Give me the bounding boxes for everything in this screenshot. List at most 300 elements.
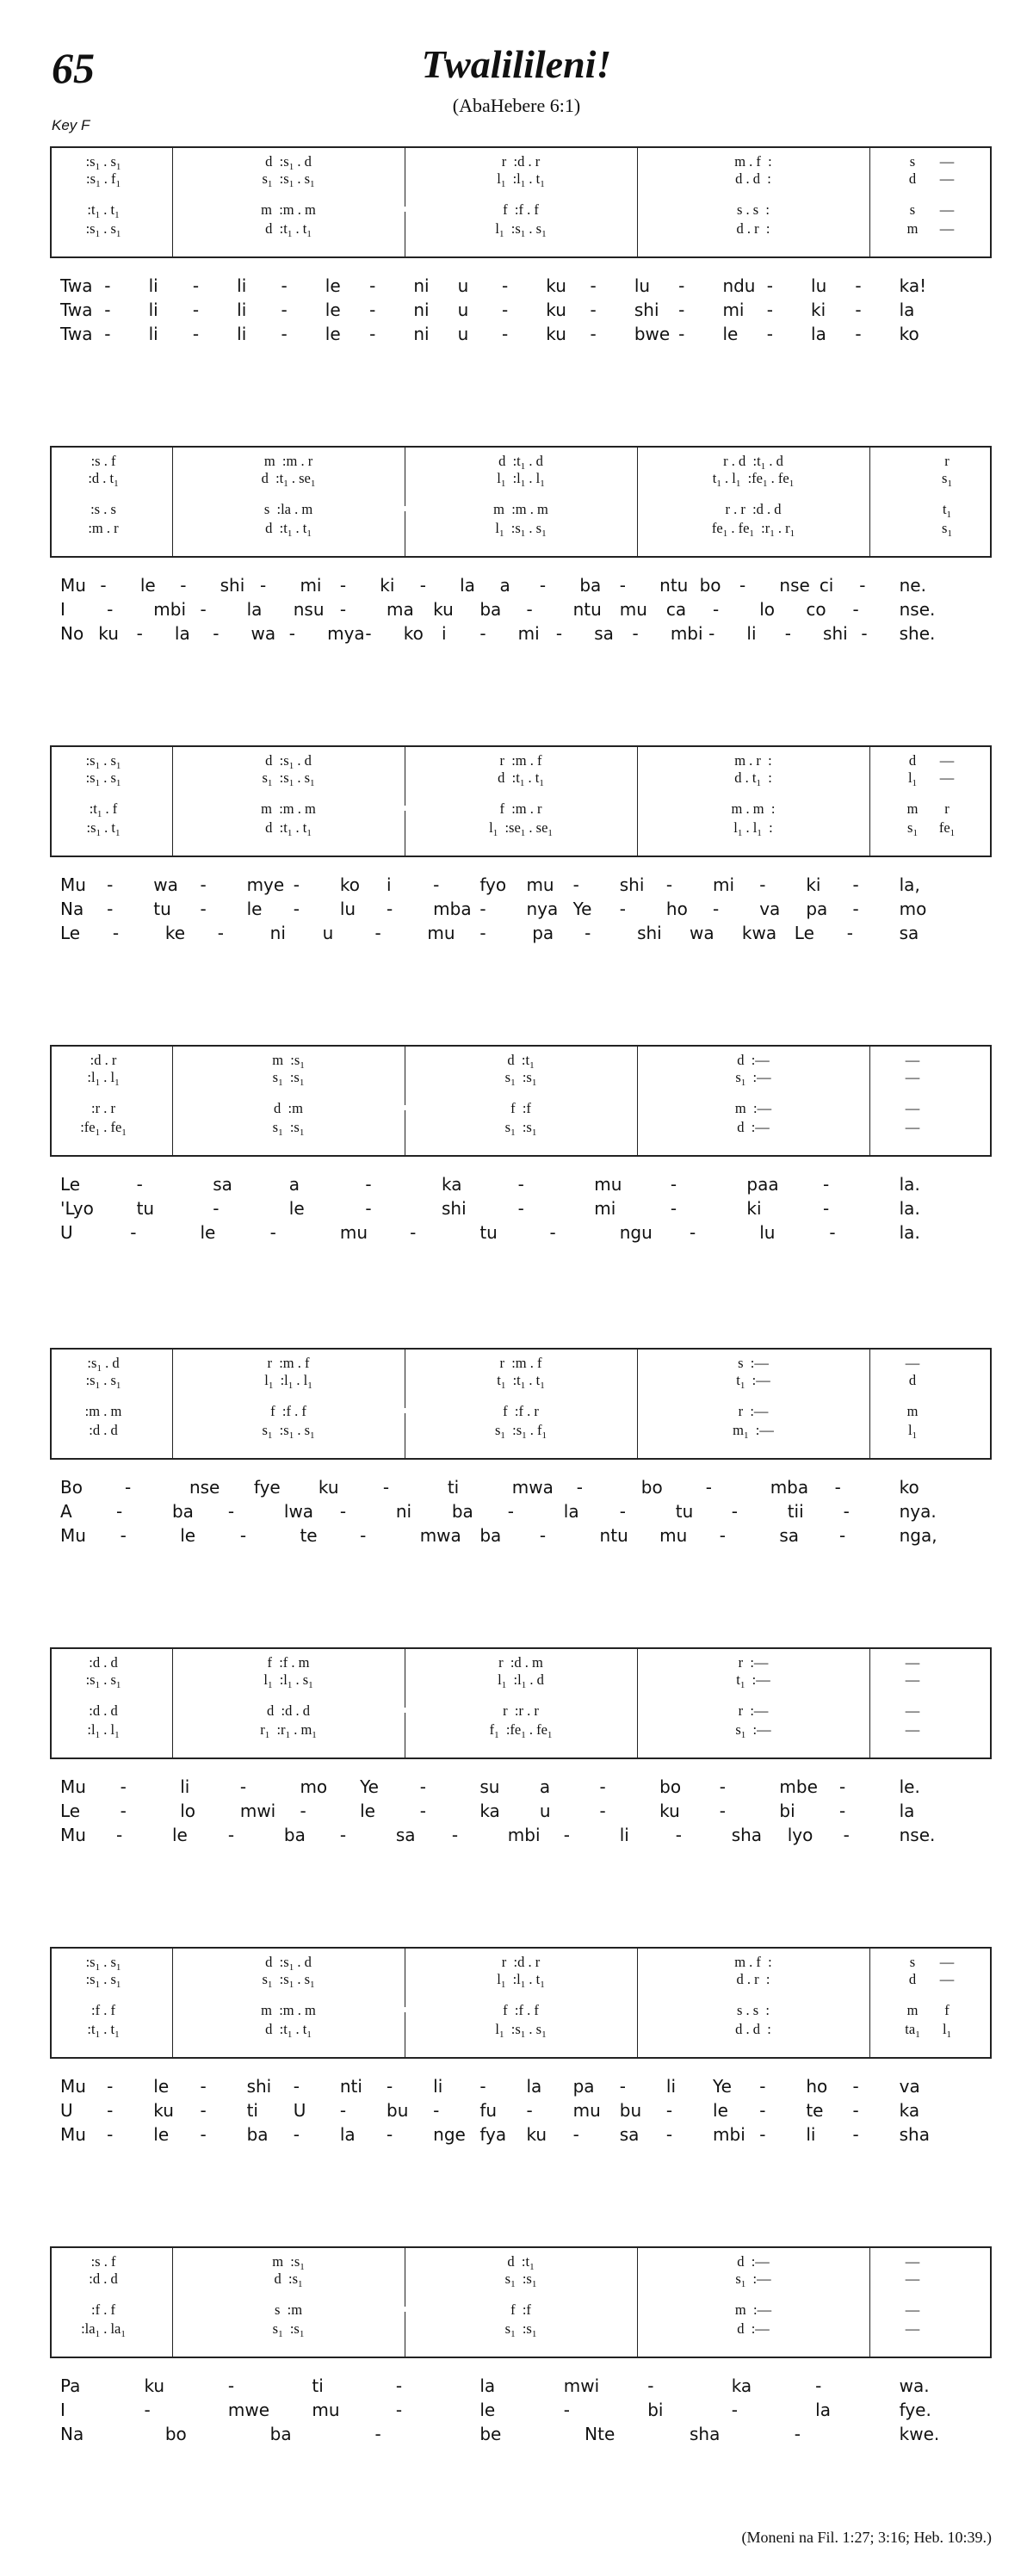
lyric-syllable: mwi (563, 2375, 600, 2396)
lyric-syllable: ka (442, 1174, 462, 1195)
lyric-syllable: - (339, 1501, 347, 1522)
lyric-syllable: - (670, 1198, 677, 1219)
solfa-cell: $l_1$ $:l_1$ . d (498, 1671, 544, 1690)
solfa-cell: r (944, 453, 949, 469)
lyric-syllable: li (237, 324, 247, 344)
solfa-cell: r . r :d . d (725, 501, 782, 517)
lyric-syllable: shi (634, 300, 659, 320)
lyric-syllable: pa (806, 899, 828, 919)
solfa-cell: :s . f (90, 453, 116, 469)
solfa-cell: :r . r (91, 1100, 115, 1116)
solfa-cell: :f . f (91, 2301, 115, 2318)
lyric-syllable: la (526, 2076, 542, 2097)
solfa-cell: $:fe_1$ . $fe_1$ (80, 1119, 127, 1138)
lyric-syllable: ku (433, 599, 454, 620)
solfa-cell: m (906, 800, 919, 817)
solfa-cell: $:t_1$ . $t_1$ (87, 201, 120, 220)
lyric-line (50, 575, 990, 599)
solfa-cell: r :r . r (503, 1702, 539, 1719)
lyric-syllable: mi (517, 623, 540, 644)
lyric-syllable: - (451, 1825, 459, 1845)
lyric-line (50, 1222, 990, 1246)
lyric-syllable: - (369, 275, 376, 296)
solfa-cell: :d . d (89, 1654, 118, 1671)
solfa-staff (50, 446, 992, 558)
lyric-syllable: mu (427, 923, 455, 943)
solfa-cell: $l_1$ $:s_1$ . $s_1$ (495, 2021, 547, 2040)
solfa-cell: :m . r (88, 520, 119, 536)
solfa-staff (50, 1348, 992, 1460)
lyric-syllable: ni (413, 300, 430, 320)
lyric-syllable: - (107, 2124, 114, 2145)
lyric-syllable: - (360, 1525, 367, 1546)
lyric-syllable: fye. (899, 2400, 931, 2420)
solfa-cell: d (908, 1372, 917, 1388)
solfa-cell: m . m : (731, 800, 776, 817)
solfa-cell: d $:t_1$ . $t_1$ (265, 520, 312, 539)
lyric-line (50, 1501, 990, 1525)
lyric-syllable: - (517, 1198, 524, 1219)
lyric-syllable: - (293, 899, 300, 919)
lyric-syllable: ku (153, 2100, 174, 2121)
lyric-syllable: - (501, 324, 509, 344)
lyric-syllable: - (365, 1174, 372, 1195)
solfa-cell: m :m . m (261, 2002, 316, 2018)
lyric-syllable: Ye (360, 1776, 379, 1797)
solfa-cell: $l_1$ $:l_1$ . $t_1$ (497, 170, 545, 189)
lyric-syllable: - (120, 1525, 127, 1546)
solfa-cell: m . f : (734, 153, 772, 170)
lyric-syllable: - (843, 1825, 850, 1845)
bar-line (637, 747, 638, 856)
lyric-syllable: va (759, 899, 781, 919)
lyric-syllable: wa (251, 623, 276, 644)
bar-line (172, 448, 173, 556)
bar-line (637, 1649, 638, 1757)
lyric-syllable: le (479, 2400, 496, 2420)
lyric-line (50, 300, 990, 324)
lyric-syllable: tii (787, 1501, 804, 1522)
footnote: (Moneni na Fil. 1:27; 3:16; Heb. 10:39.) (741, 2529, 992, 2546)
lyric-syllable: - (339, 1825, 347, 1845)
lyric-syllable: u (457, 300, 469, 320)
lyric-syllable: ku (144, 2375, 165, 2396)
lyric-syllable: - (281, 275, 288, 296)
solfa-cell: f :f . f (270, 1403, 306, 1419)
lyric-syllable: mwa (419, 1525, 461, 1546)
lyric-syllable: sa (779, 1525, 800, 1546)
lyrics (50, 275, 990, 348)
lyric-syllable: li (619, 1825, 629, 1845)
lyric-syllable: - (124, 1477, 132, 1498)
lyric-syllable: - (107, 899, 114, 919)
lyric-syllable: - (563, 1825, 570, 1845)
lyric-syllable: lu (339, 899, 356, 919)
lyric-syllable: - (200, 899, 207, 919)
solfa-cell: $l_1$ $:se_1$ . $se_1$ (489, 819, 553, 838)
solfa-cell: — (905, 1355, 920, 1371)
solfa-cell: $fe_1$ (938, 819, 956, 838)
lyric-syllable: Mu (60, 575, 86, 596)
lyric-syllable: Na (60, 2424, 84, 2444)
lyric-syllable: U (60, 1222, 73, 1243)
lyric-syllable: ntu (659, 575, 689, 596)
solfa-cell: s . s : (736, 201, 770, 218)
lyric-syllable: - (281, 300, 288, 320)
lyric-syllable: - (665, 2124, 673, 2145)
lyric-syllable: - (585, 923, 591, 943)
lyric-syllable: - (200, 874, 207, 895)
lyric-syllable: - (501, 275, 509, 296)
lyric-syllable: mo (300, 1776, 328, 1797)
lyric-syllable: - (590, 300, 597, 320)
solfa-cell: — (905, 1100, 920, 1116)
lyric-syllable: - (293, 2124, 300, 2145)
solfa-cell: f :f . m (267, 1654, 310, 1671)
solfa-cell: $s_1$ $:s_1$ (504, 1069, 537, 1088)
solfa-cell: — (905, 2301, 920, 2318)
lyric-syllable: la (339, 2124, 356, 2145)
lyric-syllable: Le (60, 1801, 81, 1821)
lyric-syllable: le (713, 2100, 728, 2121)
solfa-cell: $l_1$ $:l_1$ . $s_1$ (263, 1671, 313, 1690)
solfa-cell: $fe_1$ . $fe_1$ $:r_1$ . $r_1$ (711, 520, 795, 539)
lyric-syllable: ku (98, 623, 119, 644)
lyric-syllable: ne. (899, 575, 926, 596)
solfa-cell: d :m (274, 1100, 303, 1116)
lyric-syllable: be (479, 2424, 502, 2444)
lyric-syllable: shi (442, 1198, 467, 1219)
lyric-syllable: mu (659, 1525, 688, 1546)
lyric-syllable: li (180, 1776, 190, 1797)
bar-line (172, 1350, 173, 1458)
solfa-cell: f :f (510, 2301, 531, 2318)
lyric-syllable: ki (811, 300, 826, 320)
lyric-syllable: - (526, 599, 533, 620)
lyric-syllable: - (852, 899, 859, 919)
lyric-syllable: - (678, 275, 685, 296)
lyric-syllable: le (246, 899, 263, 919)
lyric-syllable: Twa (60, 324, 93, 344)
lyric-syllable: - (619, 899, 626, 919)
lyric-syllable: - (374, 923, 381, 943)
lyric-syllable: ku (546, 324, 566, 344)
solfa-cell: d :— (737, 2320, 770, 2337)
lyric-syllable: fyo (479, 874, 507, 895)
lyric-syllable: nse (189, 1477, 220, 1498)
lyric-syllable: a (539, 1776, 551, 1797)
lyric-syllable: mi (594, 1198, 616, 1219)
lyric-syllable: - (784, 623, 791, 644)
solfa-cell: f :m . r (499, 800, 542, 817)
solfa-cell: d $:t_1$ . d (498, 453, 543, 472)
lyric-syllable: ho (665, 899, 688, 919)
lyric-syllable: tu (153, 899, 171, 919)
lyric-syllable: wa (153, 874, 178, 895)
lyric-syllable: ntu (572, 599, 602, 620)
lyric-syllable: - (852, 599, 859, 620)
solfa-cell: $l_1$ $:s_1$ . $s_1$ (495, 520, 547, 539)
solfa-cell: m :m . r (263, 453, 313, 469)
lyric-syllable: ku (546, 275, 566, 296)
solfa-cell: r :d . m (498, 1654, 543, 1671)
solfa-staff (50, 2246, 992, 2358)
lyrics (50, 1174, 990, 1246)
solfa-cell: $t_1$ $:t_1$ . $t_1$ (497, 1372, 545, 1391)
lyric-syllable: nti (339, 2076, 362, 2097)
lyric-syllable: pa (532, 923, 554, 943)
lyric-syllable: mwi (239, 1801, 276, 1821)
lyric-syllable: fye (253, 1477, 281, 1498)
lyric-syllable: - (766, 275, 773, 296)
lyric-syllable: - (834, 1477, 841, 1498)
lyric-syllable: la (899, 1801, 915, 1821)
lyric-syllable: - (852, 874, 859, 895)
lyric-syllable: - (136, 1174, 143, 1195)
lyric-syllable: ti (246, 2100, 258, 2121)
lyric-syllable: ku (546, 300, 566, 320)
lyric-syllable: - (855, 275, 862, 296)
lyric-syllable: la (246, 599, 263, 620)
lyric-syllable: mbi (507, 1825, 541, 1845)
lyric-syllable: - (619, 575, 626, 596)
lyric-line (50, 1825, 990, 1849)
scripture-reference: (AbaHebere 6:1) (452, 95, 581, 116)
solfa-cell: — (939, 201, 955, 218)
lyric-syllable: - (107, 2100, 114, 2121)
lyric-syllable: - (852, 2100, 859, 2121)
lyric-syllable: la (563, 1501, 579, 1522)
solfa-cell: m $:s_1$ (272, 1052, 305, 1071)
solfa-cell: r :— (738, 1403, 769, 1419)
lyric-syllable: - (100, 575, 107, 596)
bar-line (637, 148, 638, 256)
lyric-syllable: le (288, 1198, 305, 1219)
lyric-syllable: - (766, 300, 773, 320)
lyric-syllable: le (325, 300, 341, 320)
lyric-line (50, 874, 990, 899)
lyric-syllable: - (112, 923, 120, 943)
lyric-syllable: nge (433, 2124, 466, 2145)
solfa-cell: — (905, 2253, 920, 2270)
lyric-syllable: shi (619, 874, 645, 895)
lyric-syllable: - (120, 1776, 127, 1797)
lyric-syllable: - (387, 2076, 393, 2097)
lyric-syllable: le (325, 275, 341, 296)
solfa-cell: — (939, 752, 955, 769)
lyric-syllable: u (457, 275, 469, 296)
lyric-syllable: A (60, 1501, 72, 1522)
lyric-syllable: Nte (585, 2424, 615, 2444)
solfa-cell: r (944, 800, 949, 817)
solfa-cell: $s_1$ $:s_1$ (272, 1069, 305, 1088)
lyric-syllable: Le (60, 923, 81, 943)
lyric-syllable: shi (246, 2076, 272, 2097)
key-signature: Key F (52, 117, 90, 133)
solfa-cell: d . r : (736, 1971, 770, 1987)
solfa-cell: m :m . m (261, 800, 316, 817)
lyric-syllable: bo (164, 2424, 187, 2444)
solfa-cell: r :— (738, 1702, 769, 1719)
lyric-syllable: li (665, 2076, 677, 2097)
lyric-syllable: sa (899, 923, 919, 943)
lyric-syllable: te (806, 2100, 824, 2121)
solfa-cell: d (908, 752, 917, 769)
lyric-line (50, 275, 990, 300)
system-5 (50, 1348, 990, 1549)
lyric-syllable: - (227, 1825, 235, 1845)
solfa-cell: d $:s_1$ . d (265, 1954, 312, 1973)
solfa-cell: d :— (737, 1119, 770, 1135)
lyric-syllable: - (599, 1776, 606, 1797)
solfa-cell: $s_1$ $:s_1$ . $s_1$ (262, 769, 315, 788)
lyric-syllable: wa. (899, 2375, 930, 2396)
lyric-syllable: - (839, 1801, 846, 1821)
lyric-syllable: Ye (572, 899, 592, 919)
lyric-syllable: ke (164, 923, 186, 943)
lyric-syllable: - (260, 575, 267, 596)
bar-line (869, 448, 870, 556)
solfa-cell: $s_1$ (942, 520, 952, 539)
song-title: Twalilileni! (421, 42, 612, 86)
solfa-cell: m $:s_1$ (272, 2253, 305, 2272)
lyric-syllable: mu (619, 599, 647, 620)
lyric-syllable: - (759, 2100, 766, 2121)
lyric-line (50, 899, 990, 923)
lyric-syllable: li (433, 2076, 443, 2097)
solfa-staff (50, 146, 992, 258)
solfa-cell: $s_1$ $:s_1$ (272, 2320, 305, 2339)
lyric-syllable: Na (60, 899, 84, 919)
solfa-cell: d $:t_1$ . $t_1$ (265, 2021, 312, 2040)
solfa-cell: $:la_1$ . $la_1$ (81, 2320, 126, 2339)
lyric-syllable: ho (806, 2076, 828, 2097)
lyric-syllable: - (501, 300, 509, 320)
solfa-cell: :d . d (89, 1702, 118, 1719)
lyric-syllable: sa (594, 623, 614, 644)
lyric-syllable: - (115, 1501, 123, 1522)
lyric-syllable: mba (433, 899, 472, 919)
lyric-syllable: - (619, 2076, 626, 2097)
solfa-cell: :d . d (89, 1422, 118, 1438)
solfa-staff (50, 1947, 992, 2059)
solfa-staff (50, 745, 992, 857)
lyric-syllable: ti (312, 2375, 324, 2396)
lyric-line (50, 1776, 990, 1801)
lyric-syllable: - (200, 2076, 207, 2097)
lyric-syllable: te (300, 1525, 318, 1546)
lyric-syllable: mu (594, 1174, 622, 1195)
lyric-syllable: u (539, 1801, 551, 1821)
solfa-cell: m :m . m (261, 201, 316, 218)
lyric-syllable: - (395, 2375, 403, 2396)
solfa-cell: $:s_1$ . d (87, 1355, 120, 1374)
solfa-cell: d :— (737, 2253, 770, 2270)
solfa-cell: m . r : (734, 752, 772, 769)
solfa-cell: $:s_1$ . $s_1$ (85, 769, 121, 788)
lyric-syllable: le (325, 324, 341, 344)
lyric-syllable: u (322, 923, 334, 943)
lyric-syllable: - (794, 2424, 801, 2444)
solfa-cell: $l_1$ . $l_1$ : (733, 819, 773, 838)
bar-line (637, 448, 638, 556)
lyric-syllable: lo (180, 1801, 196, 1821)
lyric-syllable: shi (220, 575, 245, 596)
lyric-line (50, 623, 990, 647)
lyric-syllable: ku (526, 2124, 547, 2145)
lyric-syllable: - (288, 623, 296, 644)
solfa-cell: f (944, 2002, 949, 2018)
lyric-syllable: - (846, 923, 853, 943)
solfa-cell: $s_1$ $:s_1$ (504, 2320, 537, 2339)
lyric-syllable: lyo (787, 1825, 813, 1845)
lyric-syllable: - (115, 1825, 123, 1845)
lyric-syllable: ba (283, 1825, 306, 1845)
lyric-syllable: la (811, 324, 826, 344)
solfa-cell: :s . s (90, 501, 116, 517)
solfa-cell: — (905, 1052, 920, 1068)
solfa-cell: $s_1$ $:s_1$ (504, 2270, 537, 2289)
lyric-syllable: - (239, 1525, 247, 1546)
solfa-cell: m :— (734, 2301, 772, 2318)
solfa-cell: :m . m (84, 1403, 122, 1419)
solfa-cell: — (905, 1119, 920, 1135)
lyric-syllable: bi (779, 1801, 795, 1821)
lyric-syllable: ci (819, 575, 834, 596)
solfa-cell: f :f . r (503, 1403, 539, 1419)
lyrics (50, 2375, 990, 2448)
lyric-syllable: ntu (599, 1525, 628, 1546)
lyric-line (50, 2100, 990, 2124)
lyric-syllable: Le (60, 1174, 81, 1195)
lyric-syllable: - (227, 1501, 235, 1522)
lyric-syllable: - (433, 874, 440, 895)
lyric-syllable: - (855, 324, 862, 344)
solfa-cell: $s_1$ (907, 819, 918, 838)
lyric-syllable: le. (899, 1776, 920, 1797)
lyric-syllable: - (395, 2400, 403, 2420)
solfa-cell: — (905, 2270, 920, 2287)
lyric-syllable: shi (637, 923, 662, 943)
lyric-syllable: la (479, 2375, 496, 2396)
lyric-syllable: - (479, 623, 486, 644)
lyric-syllable: - (843, 1501, 850, 1522)
lyric-syllable: ba (246, 2124, 269, 2145)
lyric-syllable: ca (665, 599, 687, 620)
lyric-syllable: - (281, 324, 288, 344)
lyric-syllable: ba (479, 1525, 502, 1546)
lyric-line (50, 2400, 990, 2424)
lyric-syllable: fu (479, 2100, 498, 2121)
bar-line (637, 1949, 638, 2057)
solfa-cell: $l_1$ (907, 1422, 918, 1441)
lyric-syllable: - (675, 1825, 682, 1845)
lyric-syllable: - (180, 575, 187, 596)
lyric-syllable: - (549, 1222, 556, 1243)
lyric-line (50, 1174, 990, 1198)
lyric-line (50, 2375, 990, 2400)
solfa-cell: f :f . f (503, 201, 539, 218)
solfa-cell: — (939, 153, 955, 170)
lyric-syllable: li (148, 324, 158, 344)
lyric-syllable: - (387, 2124, 393, 2145)
lyric-syllable: ni (413, 324, 430, 344)
solfa-cell: r :m . f (499, 752, 542, 769)
lyric-syllable: - (665, 874, 673, 895)
solfa-cell: s :m (274, 2301, 303, 2318)
solfa-cell: r :m . f (267, 1355, 310, 1371)
solfa-cell: — (939, 769, 955, 786)
